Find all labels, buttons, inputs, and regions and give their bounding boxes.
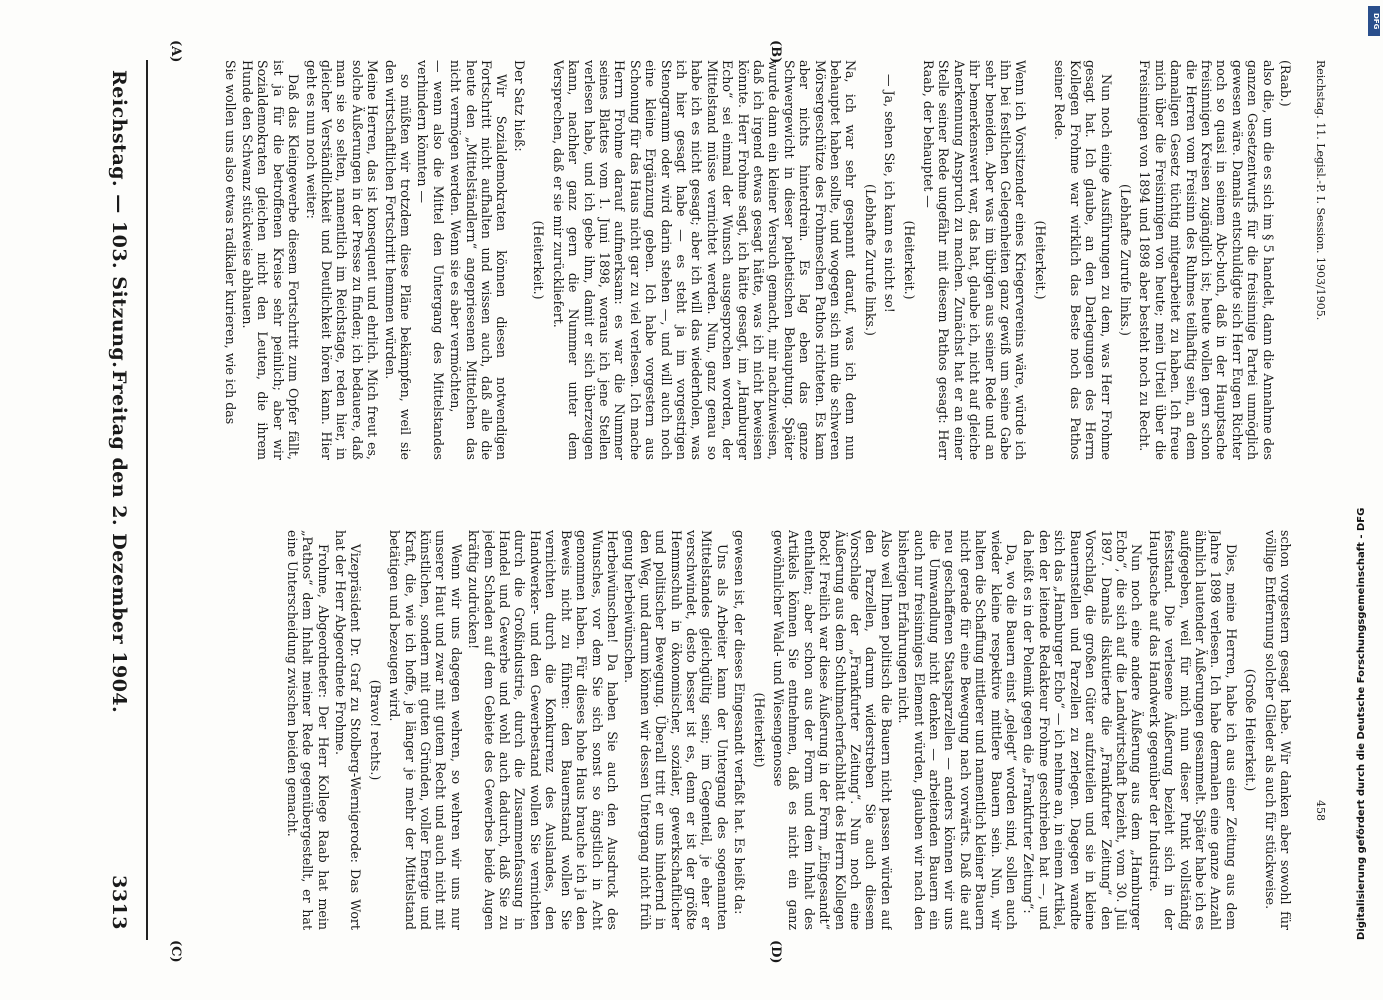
margin-mark-c: (C) [168,940,183,963]
paragraph: (Raab.) [1278,60,1293,107]
paragraph: Wir Sozialdemokraten können diesen notwendigen Fortschritt nicht aufhalten und wissen auch, daß alle die heute den „Mittelständlern“ angepriesenen Mittelchen das nicht vermögen werden. Wenn sie es aber vermöchten, [448,60,510,460]
paragraph: Meine Herren, das ist konsequent und ehrlich. Mich freut es, solche Äußerungen in der Presse zu finden; ich bedauere, daß man sie so selten, namentlich im Reichstage, reden hier, in gleicher Verständlichkeit und Deutlichkeit hören kann. Hier geht es nun noch weiter: [303,60,381,460]
left-column [153,60,1293,460]
header-date: Freitag den 2. Dezember 1904. [108,370,130,714]
paragraph: (Große Heiterkeit.) [1243,668,1259,792]
paragraph: Wenn ich Vorsitzender eines Kriegervereins wäre, würde ich ihn bei festlichen Gelegenheiten ganz gewiß um seine Gabe sehr beneiden. Aber was im übrigen aus seiner Rede und an ihr bemerkenswert war, das hat, glaube ich, nicht auf gleiche Anerkennung Anspruch zu machen. Zunächst hat er an einer Stelle seiner Rede ungefähr mit diesem Pathos gesagt: Herr Raab, der behauptet — [921,60,1029,460]
paragraph: Daß das Kleingewerbe diesem Fortschritt zum Opfer fällt, ist ja für die betroffenen Kreise sehr peinlich; aber wir Sozialdemokraten gleichen nicht den Leuten, die ihrem Hunde den Schwanz stückweise abhauen. [240,60,302,460]
margin-mark-a: (A) [168,40,183,63]
sheet-signature: 458 [1314,800,1327,821]
header-session: Reichstag. — 103. Sitzung. [108,70,130,369]
paragraph: (Heiterkeit) [751,692,767,768]
paragraph: Frohme, Abgeordneter: Der Herr Kollege Raab hat mein „Pathos“ dem Inhalt meiner Rede gegenübergestellt, er hat eine Unterscheidung zwischen beiden gemacht. [284,530,331,930]
paragraph: schon vorgestern gesagt habe. Wir danken aber sowohl für völlige Entfernung solcher Glieder als auch für stückweise. [1262,530,1293,930]
paragraph: Uns als Arbeiter kann der Untergang des sogenannten Mittelstandes gleichgültig sein; im Gegenteil, je eher er verschwindet, desto besser ist es, denn er ist der größte Hemmschuh in ökonomischer, sozialer, gewerkschaftlicher und politischer Bewegung. Überall tritt er uns hindernd in den Weg, und darum können wir dessen Untergang nicht früh genug herbeiwünschen. [622,530,730,930]
paragraph: (Bravo! rechts.) [367,679,383,781]
paragraph: Vizepräsident Dr. Graf zu Stolberg-Wernigerode: Das Wort hat der Herr Abgeordnete Frohme. [333,530,364,930]
paragraph: Dies, meine Herren, habe ich aus einer Zeitung aus dem Jahre 1898 verlesen. Ich habe dermalen eine ganze Anzahl ähnlich lautender Äußerungen gesammelt. Später habe ich es aufgegeben, weil für mich nun dieser Punkt vollständig feststand. Die verlesene Äußerung bezieht sich in der Hauptsache auf das Handwerk gegenüber der Industrie. [1146,530,1239,930]
paragraph: (Lebhafte Zurufe links.) [1117,184,1133,336]
dfg-logo: DFG [1368,6,1380,36]
paragraph: Nun noch eine andere Äußerung aus dem „Hamburger Echo“, die sich auf die Landwirtschaft bezieht, vom 30. Juli 1897. Damals diskutierte die „Frankfurter Zeitung“ den Vorschlag, die großen Güter aufzuteilen und sie in kleine Bauernstellen und Parzellen zu zerlegen. Dagegen wandte sich das „Hamburger Echo“ — ich nehme an, in einem Artikel, den der leitende Redakteur Frohme geschrieben hat —, und da heißt es in der Polemik gegen die „Frankfurter Zeitung“: [1021,530,1145,930]
paragraph: Da, wo die Bauern einst „gelegt“ worden sind, sollen auch wieder kleine respektive mittlere Bauern sein. Nun, wir halten die Schaffung mittlerer und namentlich kleiner Bauern nicht gerade für eine Bewegung nach vorwärts. Daß die auf neu geschaffenen Staatsparzellen — anders können wir uns die Umwandlung nicht denken — arbeitenden Bauern ein auch nur freisinniges Element würden, glauben wir nach den bisherigen Erfahrungen nicht. [896,530,1020,930]
paragraph: also die, um die es sich im § 5 handelt, dann die Annahme des ganzen Gesetzentwurfs für die freisinnige Partei unmöglich gewesen wäre. Damals entschuldigte sich Herr Eugen Richter noch so quasi in seinem Abc-buch, daß in der Hauptsache freisinnigen Kreisen zugänglich ist; heute wollen gern schon die Herren vom Freisinn des Ruhmes teilhaftig sein, an dem damaligen Gesetz tüchtig mitgearbeitet zu haben. Ich freue mich über die Freisinnigen von heute; mein Urteil über die Freisinnigen von 1894 und 1898 aber besteht noch zu Recht. [1137,60,1276,460]
paragraph: (Lebhafte Zurufe links.) [862,184,878,336]
header-rule [146,60,148,940]
paragraph: (Heiterkeit.) [531,220,547,300]
paragraph: Na, ich war sehr gespannt darauf, was ich denn nun behauptet haben sollte, und wogegen sich nun die schweren Mörsergeschütze des Frohmeschen Pathos richteten. Es kam aber nichts hinterdrein. Es lag eben das ganze Schwergewicht in dieser pathetischen Behauptung. Später wurde dann ein kleiner Versuch gemacht, mir nachzuweisen, daß ich irgend etwas gesagt hätte, was ich nicht beweisen könnte. Herr Frohme sagt, ich hätte gesagt, im „Hamburger Echo“ sei einmal der Wunsch ausgesprochen worden, der Mittelstand müsse vernichtet werden. Nun, ganz genau so habe ich es nicht gesagt; aber ich will das wiederholen, was ich hier gesagt habe — es steht ja im vorgestrigen Stenogramm oder wird darin stehen —, und will auch noch eine kleine Ergänzung geben. Ich habe vorgestern aus Schonung für das Haus nicht gar zu viel verlesen. Ich mache Herrn Frohme darauf aufmerksam: es war die Nummer seines Blattes vom 1. Juni 1898, woraus ich jene Stellen verlesen habe, und ich gebe ihm, damit er sich überzeugen kann, nachher ganz gern die Nummer unter dem Versprechen, daß er sie mir zurückliefert. [550,60,859,460]
paragraph: (Heiterkeit.) [901,220,917,300]
digitization-credit: Digitalisierung gefördert durch die Deutsche Forschungsgemeinschaft - DFG [1356,507,1367,940]
right-column [153,530,1293,930]
paragraph: Herbeiwünschen! Da haben Sie auch den Ausdruck des Wunsches, vor dem Sie sich sonst so ängstlich in Acht genommen haben. Für dieses hohe Haus brauche ich ja den Beweis nicht zu führen: den Bauernstand wollen Sie vernichten durch die Konkurrenz des Auslandes, den Handwerker- und den Gewerbestand wollen Sie vernichten durch die Großindustrie, durch die Zusammenfassung in Handel und Gewerbe und wohl auch dadurch, daß Sie zu jedem Schaden auf dem Gebiete des Gewerbes beide Augen kräftig zudrücken! [466,530,620,930]
paragraph: gewesen ist, der dieses Eingesandt verfaßt hat. Es heißt da: [732,530,748,915]
paragraph: (Heiterkeit.) [1032,220,1048,300]
margin-mark-d: (D) [768,940,783,964]
margin-mark-b: (B) [768,40,783,64]
paragraph: Der Satz hieß: [511,60,527,152]
paragraph: Also weil Ihnen politisch die Bauern nicht passen würden auf den Parzellen, darum widerstreben Sie auch diesem Vorschlage der „Frankfurter Zeitung“. Nun noch eine Äußerung aus dem Schuhmacherfachblatt des Herrn Kollegen Bock! Freilich war diese Äußerung in der Form „Eingesandt“ enthalten; aber schon aus der Form und dem Inhalt des Artikels können Sie entnehmen, daß es nicht ein ganz gewöhnlicher Wald- und Wiesengenosse [771,530,894,930]
paragraph: — Ja, sehen Sie, ich kann es nicht so! [882,74,898,313]
paragraph: so müßten wir trotzdem diese Pläne bekämpfen, weil sie den wirtschaftlichen Fortschritt hemmen würden. [382,60,414,460]
paragraph: Sie wollen uns also etwas radikaler kurieren, wie ich das [222,60,238,425]
page-number: 3313 [108,875,130,930]
page-header [98,70,138,930]
paragraph: Nun noch einige Ausführungen zu dem, was Herr Frohme gesagt hat. Ich glaube, an den Darlegungen des Herrn Kollegen Frohme war wirklich das Beste noch das Pathos seiner Rede. [1052,60,1114,460]
paragraph: Wenn wir uns dagegen wehren, so wehren wir uns nur unserer Haut und zwar mit gutem Recht und auch nicht mit künstlichen, sondern mit guten Gründen, voller Energie und Kraft, die, wie ich hoffe, je länger je mehr der Mittelstand betätigen und bezeugen wird. [387,530,464,930]
footer-legislature: Reichstag. 11. Legisl.-P. I. Session. 1903/1905. [1314,60,1327,321]
paragraph: — wenn also die Mittel den Untergang des Mittelstandes verhindern könnten — [415,60,446,460]
